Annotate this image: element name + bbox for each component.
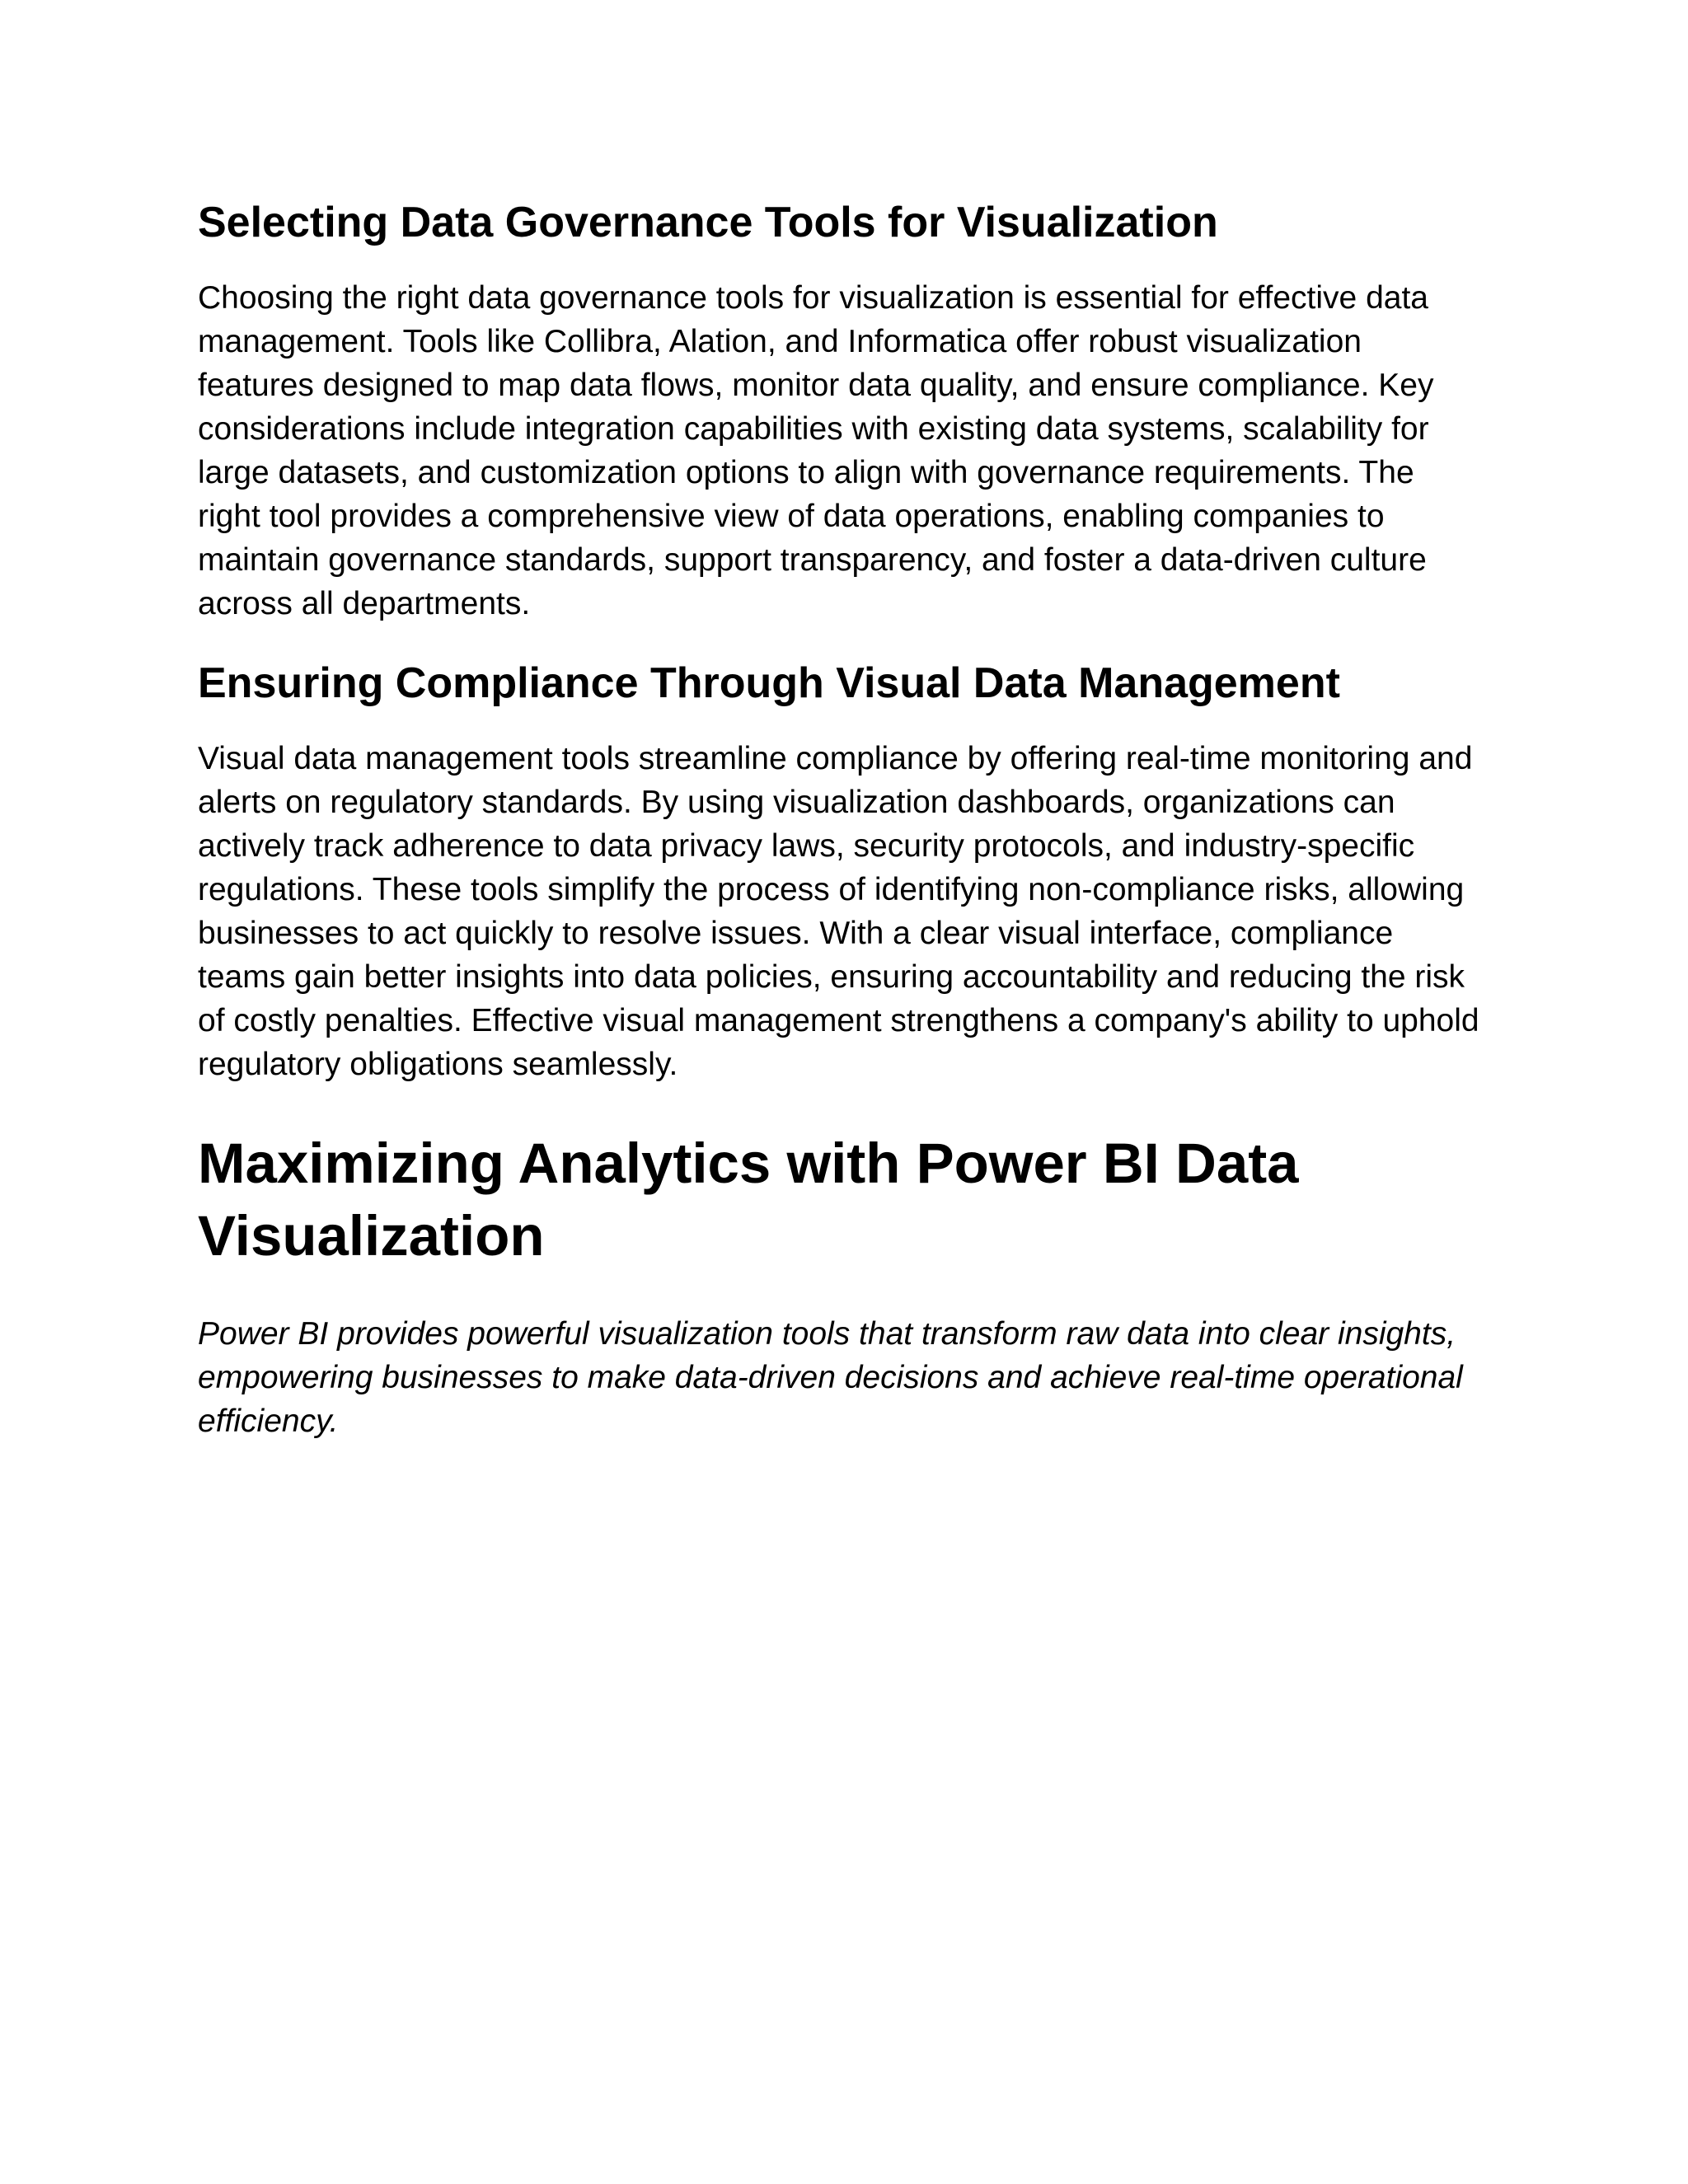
main-heading-power-bi: Maximizing Analytics with Power BI Data Visualization	[198, 1132, 1299, 1268]
section-body-compliance: Visual data management tools streamline compliance by offering real-time monitoring and alerts on regulatory standards. By using visualization dashboards, organizations can actively track adherence to data privacy laws, security protocols, and industry-specific regulations. These tools simplify the process of identifying non-compliance risks, allowing businesses to act quickly to resolve issues. With a clear visual interface, compliance teams gain better insights into data policies, ensuring accountability and reducing the risk of costly penalties. Effective visual management strengthens a company's ability to uphold regulatory obligations seamlessly.	[198, 741, 1479, 1082]
lead-paragraph-power-bi: Power BI provides powerful visualization tools that transform raw data into clear insights, empowering businesses to make data-driven decisions and achieve real-time operational efficiency.	[198, 1316, 1463, 1439]
section-heading-governance-tools: Selecting Data Governance Tools for Visualization	[198, 199, 1218, 246]
section-heading-compliance: Ensuring Compliance Through Visual Data Management	[198, 659, 1340, 707]
document-page	[198, 196, 1484, 1443]
section-body-governance-tools: Choosing the right data governance tools for visualization is essential for effective data management. Tools like Collibra, Alation, and Informatica offer robust visualization features designed to map data flows, monitor data quality, and ensure compliance. Key considerations include integration capabilities with existing data systems, scalability for large datasets, and customization options to align with governance requirements. The right tool provides a comprehensive view of data operations, enabling companies to maintain governance standards, support transparency, and foster a data-driven culture across all departments.	[198, 280, 1434, 621]
